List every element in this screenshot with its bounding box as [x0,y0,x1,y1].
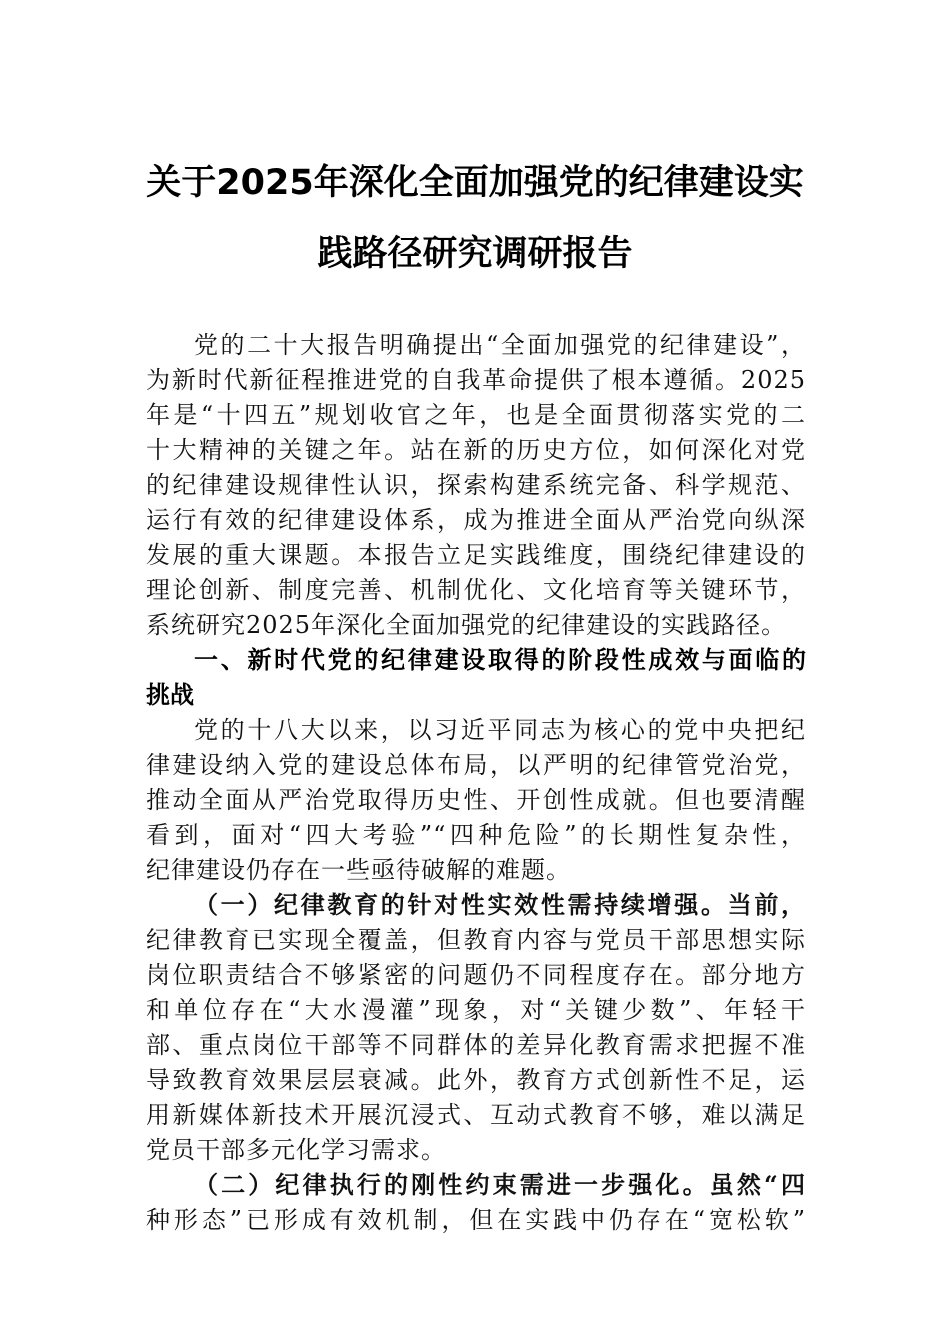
subsection-heading-2: （二）纪律执行的刚性约束需进一步强化。虽然“四 [194,1170,806,1199]
paragraph-line: 部、重点岗位干部等不同群体的差异化教育需求把握不准 [146,1031,806,1059]
paragraph-line: 种形态”已形成有效机制，但在实践中仍存在“宽松软” [146,1206,806,1234]
paragraph-line: 年是“十四五”规划收官之年，也是全面贯彻落实党的二 [146,401,806,429]
paragraph-line: 发展的重大课题。本报告立足实践维度，围绕纪律建设的 [146,541,806,569]
paragraph-line: 纪律建设仍存在一些亟待破解的难题。 [146,856,571,884]
document-title-line-1: 关于2025年深化全面加强党的纪律建设实 [146,163,804,203]
paragraph-line: 的纪律建设规律性认识，探索构建系统完备、科学规范、 [146,471,806,499]
paragraph-line: 用新媒体新技术开展沉浸式、互动式教育不够，难以满足 [146,1101,806,1129]
paragraph-line: 纪律教育已实现全覆盖，但教育内容与党员干部思想实际 [146,926,806,954]
paragraph-line: 推动全面从严治党取得历史性、开创性成就。但也要清醒 [146,786,806,814]
paragraph-line: 律建设纳入党的建设总体布局，以严明的纪律管党治党， [146,751,806,779]
paragraph-line: 和单位存在“大水漫灌”现象，对“关键少数”、年轻干 [146,996,806,1024]
paragraph-line: 运行有效的纪律建设体系，成为推进全面从严治党向纵深 [146,506,806,534]
section-heading-1-continued: 挑战 [146,681,194,709]
document-title-line-2: 践路径研究调研报告 [317,234,633,274]
subsection-heading-1: （一）纪律教育的针对性实效性需持续增强。当前， [194,890,806,919]
paragraph-line: 党的十八大以来，以习近平同志为核心的党中央把纪 [194,716,806,744]
paragraph-line: 十大精神的关键之年。站在新的历史方位，如何深化对党 [146,436,806,464]
paragraph-line: 看到，面对“四大考验”“四种危险”的长期性复杂性， [146,821,806,849]
paragraph-line: 系统研究2025年深化全面加强党的纪律建设的实践路径。 [146,611,787,639]
section-heading-1: 一、新时代党的纪律建设取得的阶段性成效与面临的 [194,646,806,674]
paragraph-line: 理论创新、制度完善、机制优化、文化培育等关键环节， [146,576,806,604]
paragraph-line: 为新时代新征程推进党的自我革命提供了根本遵循。2025 [146,366,806,394]
paragraph-line: 党员干部多元化学习需求。 [146,1136,446,1164]
paragraph-line: 岗位职责结合不够紧密的问题仍不同程度存在。部分地方 [146,961,806,989]
paragraph-line: 导致教育效果层层衰减。此外，教育方式创新性不足，运 [146,1066,806,1094]
paragraph-line: 党的二十大报告明确提出“全面加强党的纪律建设”， [194,331,806,359]
